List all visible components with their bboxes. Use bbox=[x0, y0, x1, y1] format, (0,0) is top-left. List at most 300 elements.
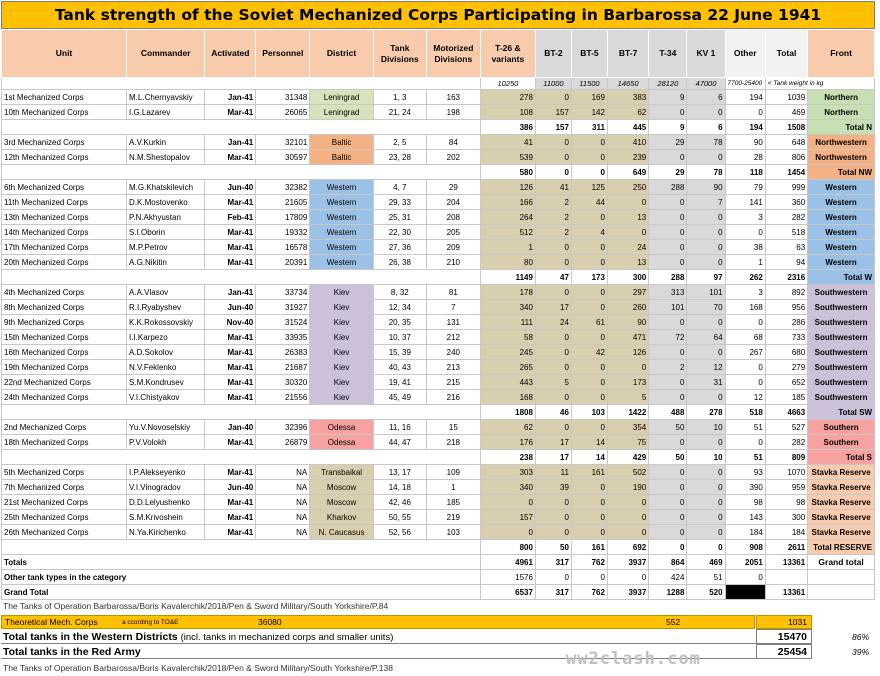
personnel-cell: NA bbox=[256, 510, 310, 525]
kv1-cell: 0 bbox=[687, 480, 725, 495]
other-cell: 194 bbox=[725, 90, 765, 105]
bt7-cell: 0 bbox=[607, 495, 648, 510]
activated-cell: Feb-41 bbox=[205, 210, 256, 225]
other-cell: 143 bbox=[725, 510, 765, 525]
bt7-cell: 13 bbox=[607, 210, 648, 225]
western-districts-label: Total tanks in the Western Districts bbox=[3, 631, 178, 643]
total-cell: 1039 bbox=[765, 90, 807, 105]
kv1-cell: 0 bbox=[687, 390, 725, 405]
grand-total-row bbox=[2, 585, 875, 600]
t26-subtotal-cell: 238 bbox=[480, 450, 535, 465]
activated-cell: Jan-41 bbox=[205, 285, 256, 300]
kv1-cell: 7 bbox=[687, 195, 725, 210]
district-cell: Odessa bbox=[310, 420, 374, 435]
other-types-label: Other tank types in the category bbox=[2, 570, 481, 585]
tot-total-cell: 13361 bbox=[765, 555, 807, 570]
front-subtotal-row bbox=[2, 405, 875, 420]
t26-cell: 157 bbox=[480, 510, 535, 525]
t26-cell: 512 bbox=[480, 225, 535, 240]
bt5-cell: 0 bbox=[571, 420, 607, 435]
other-cell: 0 bbox=[725, 375, 765, 390]
other-cell: 1 bbox=[725, 255, 765, 270]
tank-divisions-cell: 19, 41 bbox=[373, 375, 426, 390]
t34-cell: 0 bbox=[649, 510, 687, 525]
bt5-cell: 0 bbox=[571, 150, 607, 165]
corps-row bbox=[2, 195, 875, 210]
kv1-cell: 0 bbox=[687, 255, 725, 270]
bt5-cell: 14 bbox=[571, 435, 607, 450]
t34-cell: 0 bbox=[649, 480, 687, 495]
red-army-label: Total tanks in the Red Army bbox=[3, 646, 141, 658]
commander-cell: M.P.Petrov bbox=[127, 240, 205, 255]
front-subtotal-row bbox=[2, 450, 875, 465]
western-districts-note: (incl. tanks in mechanized corps and smaller units) bbox=[180, 632, 394, 643]
bt5-subtotal-cell: 103 bbox=[571, 405, 607, 420]
bt5-total-cell: 762 bbox=[571, 555, 607, 570]
source-citation-2: The Tanks of Operation Barbarossa/Boris Kavalerchik/2018/Pen & Sword Military/South Yorkshire/P.138 bbox=[3, 663, 393, 673]
t26-cell: 178 bbox=[480, 285, 535, 300]
other-types-row bbox=[2, 570, 875, 585]
bt5-cell: 161 bbox=[571, 465, 607, 480]
tank-divisions-cell: 25, 31 bbox=[373, 210, 426, 225]
t34-cell: 0 bbox=[649, 345, 687, 360]
commander-cell: A.G.Nikitin bbox=[127, 255, 205, 270]
header-cell: Total bbox=[765, 30, 807, 78]
corps-row bbox=[2, 150, 875, 165]
bt7-total-cell: 3937 bbox=[607, 555, 648, 570]
t26-other-cell: 1576 bbox=[480, 570, 535, 585]
t34-cell: 0 bbox=[649, 195, 687, 210]
tot-subtotal-cell: 1454 bbox=[765, 165, 807, 180]
total-cell: 184 bbox=[765, 525, 807, 540]
motorized-divisions-cell: 29 bbox=[426, 180, 480, 195]
t26-subtotal-cell: 1149 bbox=[480, 270, 535, 285]
header-cell: Other bbox=[725, 30, 765, 78]
commander-cell: A.V.Kurkin bbox=[127, 135, 205, 150]
personnel-cell: 21687 bbox=[256, 360, 310, 375]
t26-cell: 41 bbox=[480, 135, 535, 150]
kv1-cell: 0 bbox=[687, 105, 725, 120]
district-cell: Kiev bbox=[310, 330, 374, 345]
personnel-cell: 33734 bbox=[256, 285, 310, 300]
unit-cell: 11th Mechanized Corps bbox=[2, 195, 127, 210]
t34-cell: 0 bbox=[649, 390, 687, 405]
tank-divisions-cell: 42, 46 bbox=[373, 495, 426, 510]
commander-cell: D.D.Lelyushenko bbox=[127, 495, 205, 510]
bt5-cell: 125 bbox=[571, 180, 607, 195]
front-subtotal-label: Total N bbox=[808, 120, 875, 135]
bt2-cell: 0 bbox=[535, 150, 571, 165]
bt7-subtotal-cell: 429 bbox=[607, 450, 648, 465]
unit-cell: 15th Mechanized Corps bbox=[2, 330, 127, 345]
t26-subtotal-cell: 580 bbox=[480, 165, 535, 180]
theoretical-personnel: 36080 bbox=[258, 617, 282, 627]
tank-divisions-cell: 14, 18 bbox=[373, 480, 426, 495]
kv1-cell: 0 bbox=[687, 495, 725, 510]
front-cell: Southwestern bbox=[808, 390, 875, 405]
tot-subtotal-cell: 4663 bbox=[765, 405, 807, 420]
activated-cell: Jun-40 bbox=[205, 300, 256, 315]
bt2-subtotal-cell: 157 bbox=[535, 120, 571, 135]
unit-cell: 9th Mechanized Corps bbox=[2, 315, 127, 330]
bt7-grand-cell: 3937 bbox=[607, 585, 648, 600]
front-cell: Northern bbox=[808, 90, 875, 105]
bt7-cell: 13 bbox=[607, 255, 648, 270]
oth-total-cell: 2051 bbox=[725, 555, 765, 570]
kv1-subtotal-cell: 97 bbox=[687, 270, 725, 285]
district-cell: Leningrad bbox=[310, 90, 374, 105]
front-cell: Southwestern bbox=[808, 375, 875, 390]
bt5-cell: 0 bbox=[571, 240, 607, 255]
tank-divisions-cell: 2, 5 bbox=[373, 135, 426, 150]
t26-cell: 111 bbox=[480, 315, 535, 330]
oth-other-cell: 0 bbox=[725, 570, 765, 585]
personnel-cell: 33935 bbox=[256, 330, 310, 345]
motorized-divisions-cell: 109 bbox=[426, 465, 480, 480]
header-cell: KV 1 bbox=[687, 30, 725, 78]
total-cell: 63 bbox=[765, 240, 807, 255]
commander-cell: I.P.Alekseyenko bbox=[127, 465, 205, 480]
weight-cell: 7700-25400 bbox=[725, 78, 765, 90]
personnel-cell: 32382 bbox=[256, 180, 310, 195]
front-cell: Southwestern bbox=[808, 300, 875, 315]
t26-cell: 278 bbox=[480, 90, 535, 105]
weight-spacer bbox=[2, 78, 481, 90]
bt5-cell: 169 bbox=[571, 90, 607, 105]
bt2-grand-cell: 317 bbox=[535, 585, 571, 600]
personnel-cell: 31927 bbox=[256, 300, 310, 315]
corps-row bbox=[2, 315, 875, 330]
bt7-cell: 297 bbox=[607, 285, 648, 300]
t26-cell: 539 bbox=[480, 150, 535, 165]
front-cell: Northern bbox=[808, 105, 875, 120]
bt7-cell: 75 bbox=[607, 435, 648, 450]
bt5-cell: 42 bbox=[571, 345, 607, 360]
front-cell: Northwestern bbox=[808, 150, 875, 165]
tank-divisions-cell: 12, 34 bbox=[373, 300, 426, 315]
corps-row bbox=[2, 435, 875, 450]
bt7-cell: 354 bbox=[607, 420, 648, 435]
activated-cell: Mar-41 bbox=[205, 510, 256, 525]
front-cell: Western bbox=[808, 240, 875, 255]
t26-cell: 0 bbox=[480, 495, 535, 510]
district-cell: Transbaikal bbox=[310, 465, 374, 480]
unit-cell: 7th Mechanized Corps bbox=[2, 480, 127, 495]
bt2-cell: 0 bbox=[535, 330, 571, 345]
t34-subtotal-cell: 0 bbox=[649, 540, 687, 555]
commander-cell: S.I.Oborin bbox=[127, 225, 205, 240]
motorized-divisions-cell: 219 bbox=[426, 510, 480, 525]
subtotal-spacer bbox=[2, 165, 481, 180]
corps-row bbox=[2, 510, 875, 525]
unit-cell: 1st Mechanized Corps bbox=[2, 90, 127, 105]
commander-cell: I.I.Karpezo bbox=[127, 330, 205, 345]
activated-cell: Jan-41 bbox=[205, 135, 256, 150]
western-districts-value: 15470 bbox=[756, 629, 812, 644]
personnel-cell: 26879 bbox=[256, 435, 310, 450]
corps-row bbox=[2, 180, 875, 195]
unit-cell: 19th Mechanized Corps bbox=[2, 360, 127, 375]
bt7-cell: 0 bbox=[607, 360, 648, 375]
commander-cell: K.K.Rokossovskiy bbox=[127, 315, 205, 330]
header-cell: Commander bbox=[127, 30, 205, 78]
unit-cell: 3rd Mechanized Corps bbox=[2, 135, 127, 150]
personnel-cell: 31524 bbox=[256, 315, 310, 330]
unit-cell: 2nd Mechanized Corps bbox=[2, 420, 127, 435]
t34-cell: 2 bbox=[649, 360, 687, 375]
front-subtotal-label: Total S bbox=[808, 450, 875, 465]
kv1-cell: 101 bbox=[687, 285, 725, 300]
header-cell: T-34 bbox=[649, 30, 687, 78]
activated-cell: Mar-41 bbox=[205, 375, 256, 390]
total-cell: 1070 bbox=[765, 465, 807, 480]
bt5-cell: 44 bbox=[571, 195, 607, 210]
corps-row bbox=[2, 90, 875, 105]
t26-cell: 176 bbox=[480, 435, 535, 450]
bt5-cell: 0 bbox=[571, 375, 607, 390]
kv1-cell: 6 bbox=[687, 90, 725, 105]
t34-subtotal-cell: 288 bbox=[649, 270, 687, 285]
motorized-divisions-cell: 103 bbox=[426, 525, 480, 540]
t26-cell: 166 bbox=[480, 195, 535, 210]
t26-cell: 264 bbox=[480, 210, 535, 225]
bt2-cell: 0 bbox=[535, 510, 571, 525]
t34-cell: 0 bbox=[649, 525, 687, 540]
commander-cell: V.I.Vinogradov bbox=[127, 480, 205, 495]
weight-cell: 10250 bbox=[480, 78, 535, 90]
western-districts-row bbox=[1, 630, 812, 644]
t34-other-cell: 424 bbox=[649, 570, 687, 585]
t26-cell: 168 bbox=[480, 390, 535, 405]
header-cell: Tank Divisions bbox=[373, 30, 426, 78]
front-cell: Stavka Reserve bbox=[808, 495, 875, 510]
corps-row bbox=[2, 240, 875, 255]
bt7-cell: 24 bbox=[607, 240, 648, 255]
commander-cell: I.G.Lazarev bbox=[127, 105, 205, 120]
header-cell: Personnel bbox=[256, 30, 310, 78]
personnel-cell: 32396 bbox=[256, 420, 310, 435]
unit-cell: 14th Mechanized Corps bbox=[2, 225, 127, 240]
activated-cell: Mar-41 bbox=[205, 525, 256, 540]
tank-divisions-cell: 22, 30 bbox=[373, 225, 426, 240]
tank-divisions-cell: 8, 32 bbox=[373, 285, 426, 300]
kv1-total-cell: 469 bbox=[687, 555, 725, 570]
other-cell: 68 bbox=[725, 330, 765, 345]
total-cell: 282 bbox=[765, 210, 807, 225]
total-cell: 680 bbox=[765, 345, 807, 360]
bt2-cell: 2 bbox=[535, 195, 571, 210]
bt7-subtotal-cell: 1422 bbox=[607, 405, 648, 420]
front-subtotal-row bbox=[2, 120, 875, 135]
bt7-cell: 260 bbox=[607, 300, 648, 315]
bt5-cell: 0 bbox=[571, 210, 607, 225]
bt7-cell: 383 bbox=[607, 90, 648, 105]
weight-cell: 47000 bbox=[687, 78, 725, 90]
total-cell: 185 bbox=[765, 390, 807, 405]
weight-label: < Tank weight in kg bbox=[765, 78, 874, 90]
corps-row bbox=[2, 225, 875, 240]
t34-subtotal-cell: 50 bbox=[649, 450, 687, 465]
header-cell: Motorized Divisions bbox=[426, 30, 480, 78]
t26-cell: 303 bbox=[480, 465, 535, 480]
commander-cell: A.A.Vlasov bbox=[127, 285, 205, 300]
other-cell: 3 bbox=[725, 285, 765, 300]
motorized-divisions-cell: 210 bbox=[426, 255, 480, 270]
district-cell: Western bbox=[310, 255, 374, 270]
corps-row bbox=[2, 375, 875, 390]
motorized-divisions-cell: 198 bbox=[426, 105, 480, 120]
kv1-cell: 64 bbox=[687, 330, 725, 345]
theoretical-t34: 552 bbox=[666, 617, 681, 627]
activated-cell: Mar-41 bbox=[205, 255, 256, 270]
motorized-divisions-cell: 213 bbox=[426, 360, 480, 375]
activated-cell: Mar-41 bbox=[205, 105, 256, 120]
bt2-cell: 0 bbox=[535, 255, 571, 270]
t26-cell: 108 bbox=[480, 105, 535, 120]
header-cell: Activated bbox=[205, 30, 256, 78]
motorized-divisions-cell: 212 bbox=[426, 330, 480, 345]
front-subtotal-label: Total RESERVE bbox=[808, 540, 875, 555]
corps-row bbox=[2, 345, 875, 360]
personnel-cell: 17809 bbox=[256, 210, 310, 225]
bt2-cell: 17 bbox=[535, 300, 571, 315]
oth-subtotal-cell: 518 bbox=[725, 405, 765, 420]
other-cell: 390 bbox=[725, 480, 765, 495]
tank-divisions-cell: 20, 35 bbox=[373, 315, 426, 330]
activated-cell: Jun-40 bbox=[205, 480, 256, 495]
bt5-cell: 4 bbox=[571, 225, 607, 240]
motorized-divisions-cell: 185 bbox=[426, 495, 480, 510]
header-cell: BT-2 bbox=[535, 30, 571, 78]
t34-cell: 0 bbox=[649, 225, 687, 240]
bt5-subtotal-cell: 14 bbox=[571, 450, 607, 465]
tank-divisions-cell: 10, 37 bbox=[373, 330, 426, 345]
personnel-cell: 26383 bbox=[256, 345, 310, 360]
total-cell: 360 bbox=[765, 195, 807, 210]
district-cell: Leningrad bbox=[310, 105, 374, 120]
other-cell: 90 bbox=[725, 135, 765, 150]
motorized-divisions-cell: 15 bbox=[426, 420, 480, 435]
corps-row bbox=[2, 465, 875, 480]
personnel-cell: 16578 bbox=[256, 240, 310, 255]
bt7-subtotal-cell: 649 bbox=[607, 165, 648, 180]
front-cell: Southwestern bbox=[808, 285, 875, 300]
unit-cell: 4th Mechanized Corps bbox=[2, 285, 127, 300]
district-cell: Kiev bbox=[310, 300, 374, 315]
front-cell: Southwestern bbox=[808, 345, 875, 360]
bt7-cell: 239 bbox=[607, 150, 648, 165]
front-subtotal-row bbox=[2, 540, 875, 555]
weight-cell: 11000 bbox=[535, 78, 571, 90]
t34-cell: 0 bbox=[649, 210, 687, 225]
t26-subtotal-cell: 1808 bbox=[480, 405, 535, 420]
tot-subtotal-cell: 1508 bbox=[765, 120, 807, 135]
kv1-cell: 0 bbox=[687, 315, 725, 330]
bt2-cell: 157 bbox=[535, 105, 571, 120]
theoretical-note: a ccording to TO&E bbox=[122, 619, 179, 626]
bt2-cell: 39 bbox=[535, 480, 571, 495]
t34-cell: 0 bbox=[649, 495, 687, 510]
tot-subtotal-cell: 2316 bbox=[765, 270, 807, 285]
t34-cell: 0 bbox=[649, 315, 687, 330]
commander-cell: P.V.Volokh bbox=[127, 435, 205, 450]
commander-cell: N.Ya.Kirichenko bbox=[127, 525, 205, 540]
corps-row bbox=[2, 495, 875, 510]
motorized-divisions-cell: 209 bbox=[426, 240, 480, 255]
blacked-out-cell bbox=[725, 585, 765, 600]
other-cell: 51 bbox=[725, 420, 765, 435]
kv1-cell: 70 bbox=[687, 300, 725, 315]
district-cell: Kiev bbox=[310, 360, 374, 375]
bt2-cell: 0 bbox=[535, 285, 571, 300]
total-cell: 286 bbox=[765, 315, 807, 330]
bt7-cell: 0 bbox=[607, 225, 648, 240]
commander-cell: A.D.Sokolov bbox=[127, 345, 205, 360]
header-cell: BT-5 bbox=[571, 30, 607, 78]
total-cell: 959 bbox=[765, 480, 807, 495]
commander-cell: S.M.Kondrusev bbox=[127, 375, 205, 390]
district-cell: Western bbox=[310, 240, 374, 255]
oth-subtotal-cell: 118 bbox=[725, 165, 765, 180]
oth-subtotal-cell: 908 bbox=[725, 540, 765, 555]
tank-divisions-cell: 1, 3 bbox=[373, 90, 426, 105]
activated-cell: Mar-41 bbox=[205, 495, 256, 510]
header-cell: District bbox=[310, 30, 374, 78]
corps-row bbox=[2, 360, 875, 375]
t26-total-cell: 4961 bbox=[480, 555, 535, 570]
bt2-cell: 5 bbox=[535, 375, 571, 390]
tank-divisions-cell: 27, 36 bbox=[373, 240, 426, 255]
t34-subtotal-cell: 29 bbox=[649, 165, 687, 180]
personnel-cell: 26065 bbox=[256, 105, 310, 120]
front-subtotal-label: Total SW bbox=[808, 405, 875, 420]
bt7-other-cell: 0 bbox=[607, 570, 648, 585]
bt7-cell: 0 bbox=[607, 195, 648, 210]
kv1-cell: 31 bbox=[687, 375, 725, 390]
bt5-subtotal-cell: 0 bbox=[571, 165, 607, 180]
bt7-cell: 250 bbox=[607, 180, 648, 195]
motorized-divisions-cell: 205 bbox=[426, 225, 480, 240]
kv1-grand-cell: 520 bbox=[687, 585, 725, 600]
t34-cell: 9 bbox=[649, 90, 687, 105]
other-cell: 0 bbox=[725, 225, 765, 240]
total-cell: 98 bbox=[765, 495, 807, 510]
bt2-cell: 0 bbox=[535, 345, 571, 360]
district-cell: Baltic bbox=[310, 150, 374, 165]
t34-cell: 0 bbox=[649, 465, 687, 480]
front-cell: Southwestern bbox=[808, 360, 875, 375]
district-cell: Kiev bbox=[310, 390, 374, 405]
other-cell: 0 bbox=[725, 315, 765, 330]
bt5-other-cell: 0 bbox=[571, 570, 607, 585]
unit-cell: 6th Mechanized Corps bbox=[2, 180, 127, 195]
other-cell: 168 bbox=[725, 300, 765, 315]
bt5-cell: 0 bbox=[571, 510, 607, 525]
oth-subtotal-cell: 194 bbox=[725, 120, 765, 135]
commander-cell: P.N.Akhyustan bbox=[127, 210, 205, 225]
motorized-divisions-cell: 81 bbox=[426, 285, 480, 300]
tank-divisions-cell: 23, 28 bbox=[373, 150, 426, 165]
t34-subtotal-cell: 488 bbox=[649, 405, 687, 420]
personnel-cell: NA bbox=[256, 495, 310, 510]
commander-cell: D.K.Mostovenko bbox=[127, 195, 205, 210]
bt5-cell: 0 bbox=[571, 495, 607, 510]
unit-cell: 18th Mechanized Corps bbox=[2, 435, 127, 450]
bt7-cell: 0 bbox=[607, 525, 648, 540]
district-cell: Moscow bbox=[310, 480, 374, 495]
bt2-cell: 11 bbox=[535, 465, 571, 480]
t34-cell: 0 bbox=[649, 435, 687, 450]
